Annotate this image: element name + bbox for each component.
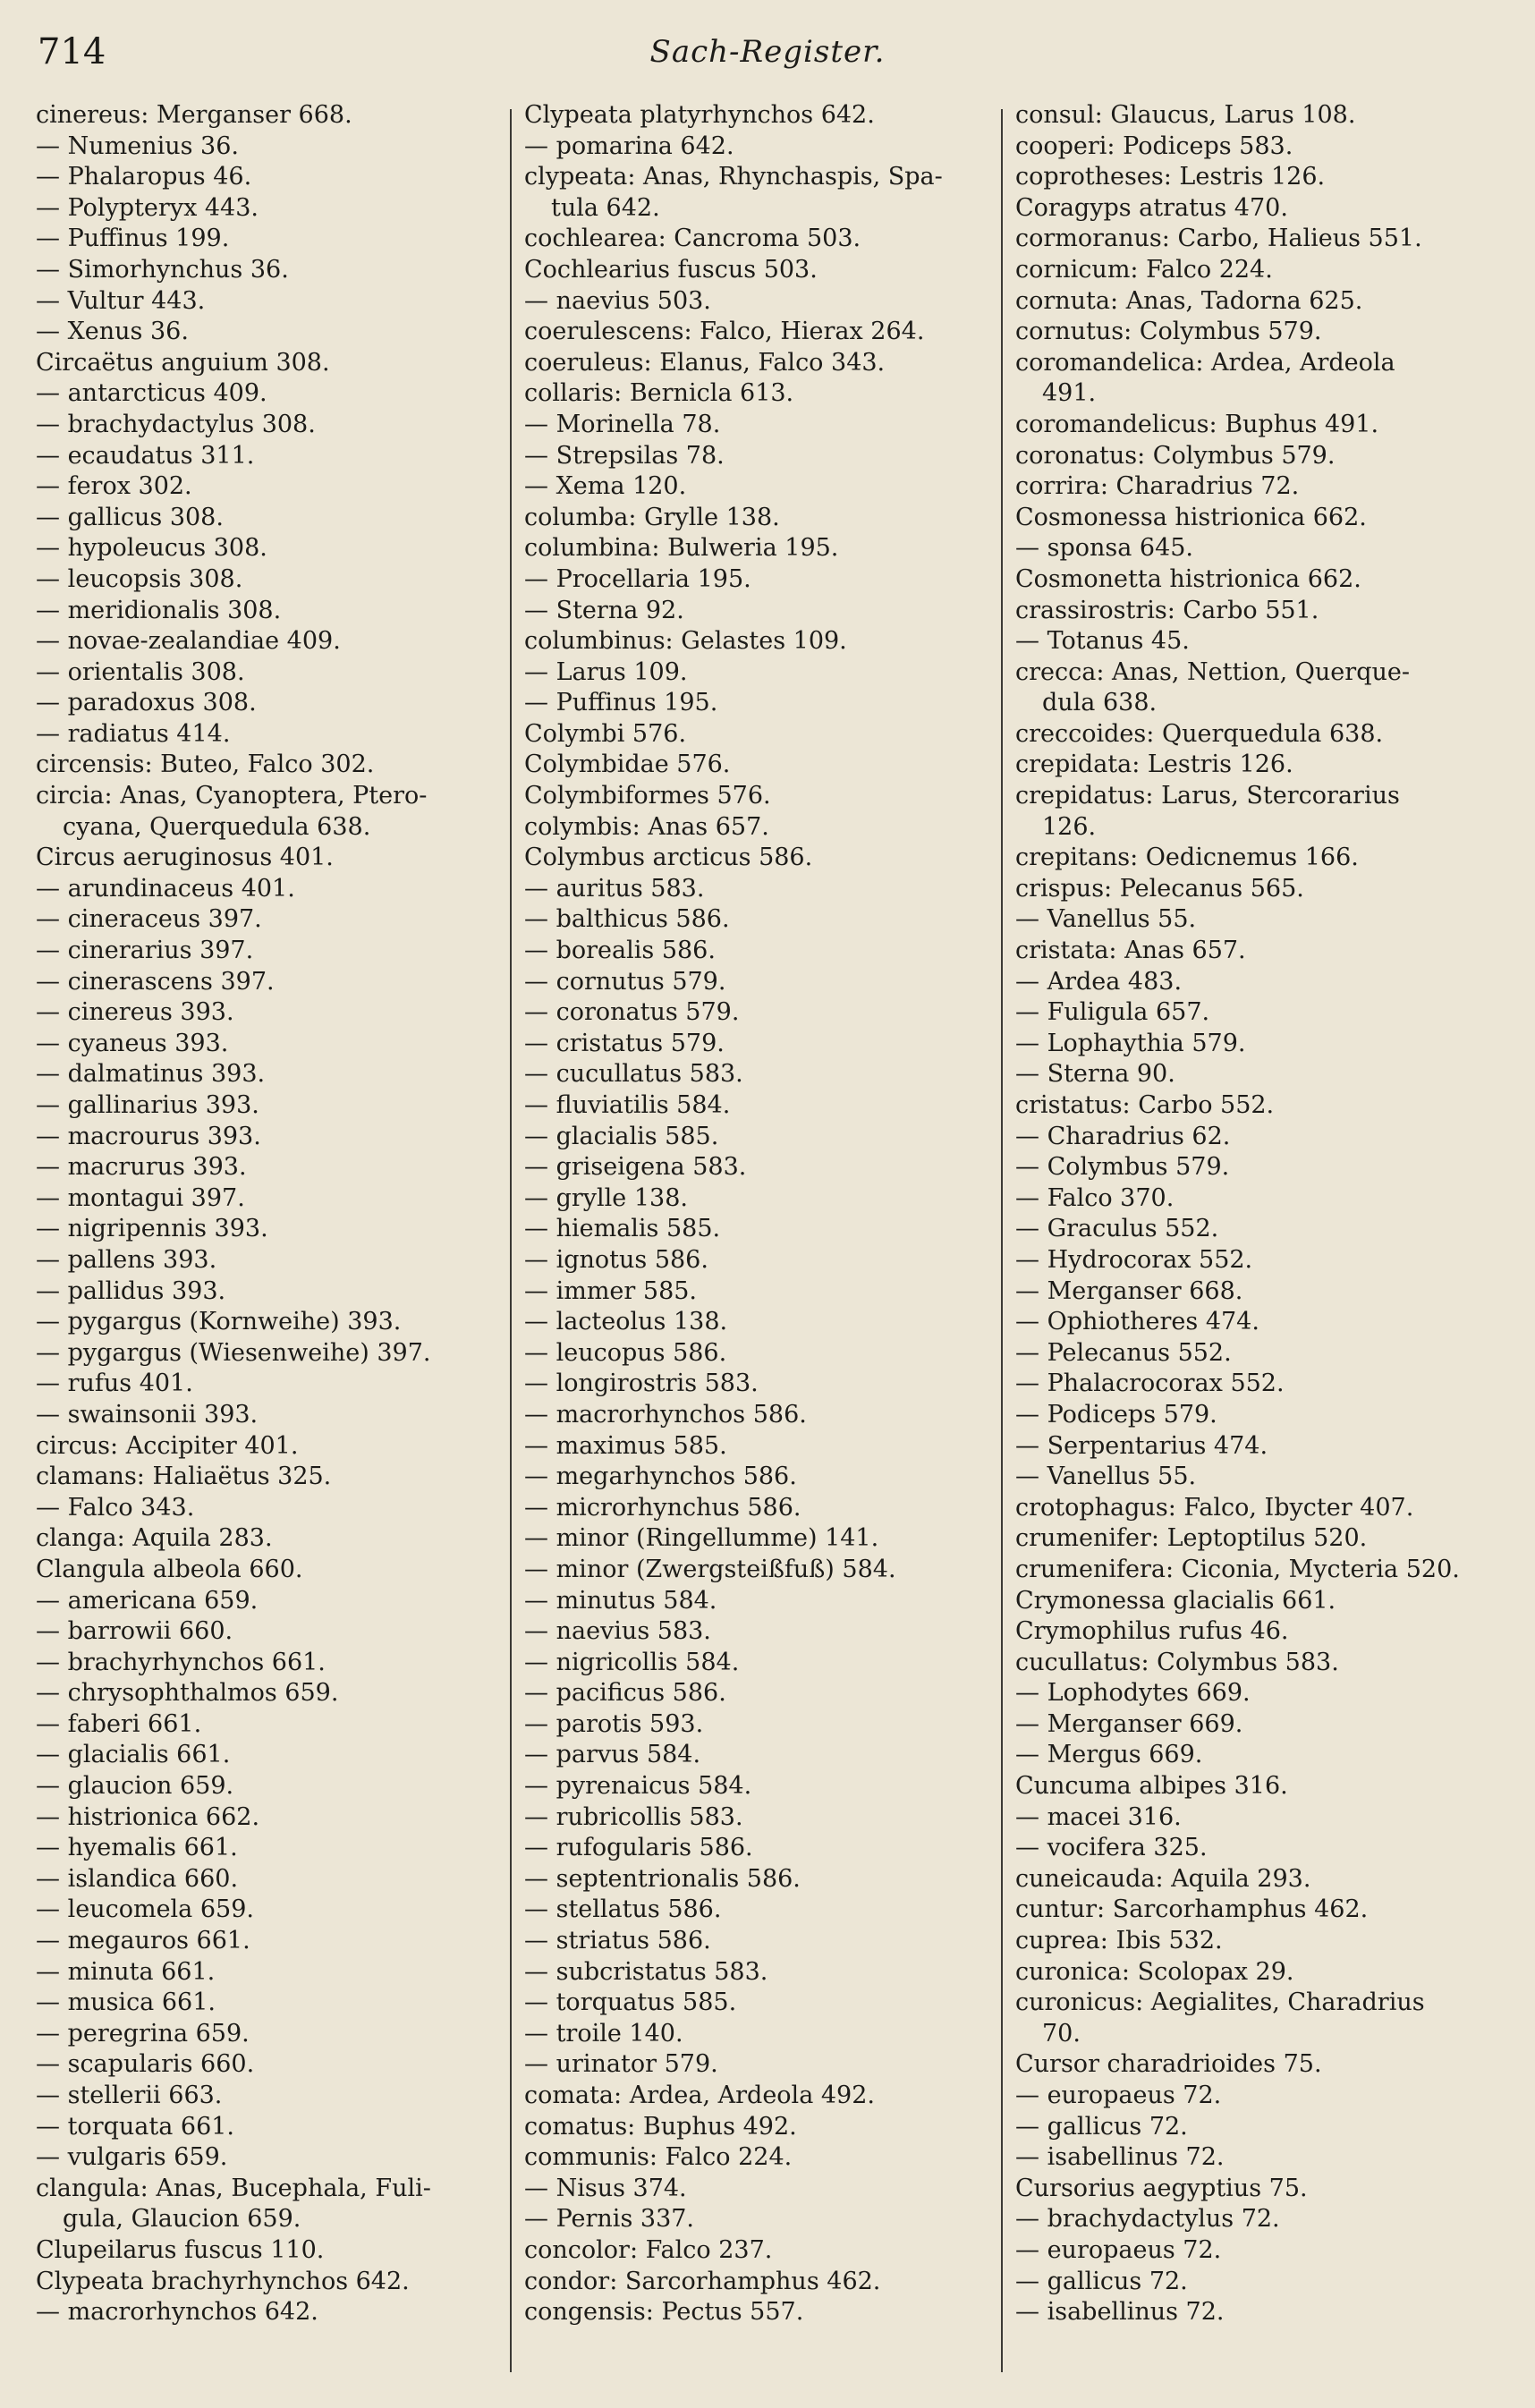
index-entry: Colymbiformes 576. (524, 782, 771, 810)
index-entry: cristata: Anas 657. (1015, 937, 1246, 965)
index-entry: crumenifer: Leptoptilus 520. (1015, 1524, 1368, 1553)
index-entry: Clypeata brachyrhynchos 642. (36, 2267, 410, 2295)
index-entry: clamans: Haliaëtus 325. (36, 1463, 332, 1491)
index-entry: crepidata: Lestris 126. (1015, 750, 1293, 779)
index-entry: — pacificus 586. (524, 1679, 726, 1708)
index-entry: — maximus 585. (524, 1431, 727, 1460)
index-entry: — brachydactylus 308. (36, 410, 316, 438)
index-entry: — naevius 503. (524, 286, 711, 315)
index-entry: — rubricollis 583. (524, 1802, 743, 1831)
index-entry: corrira: Charadrius 72. (1015, 472, 1300, 501)
index-entry: — cinereus 393. (36, 998, 234, 1027)
index-entry: collaris: Bernicla 613. (524, 379, 794, 408)
index-entry: — Merganser 668. (1015, 1276, 1243, 1305)
index-entry: — americana 659. (36, 1586, 259, 1615)
index-entry: — vocifera 325. (1015, 1834, 1208, 1862)
index-entry: — gallinarius 393. (36, 1091, 259, 1119)
index-entry: — longirostris 583. (524, 1369, 759, 1398)
index-entry: — urinator 579. (524, 2050, 718, 2079)
index-entry: — Sterna 90. (1015, 1060, 1175, 1089)
index-entry: — gallicus 72. (1015, 2112, 1188, 2141)
index-entry: — minuta 661. (36, 1957, 216, 1986)
index-entry: — Sterna 92. (524, 596, 684, 624)
index-entry: — Morinella 78. (524, 410, 721, 438)
index-entry: — striatus 586. (524, 1927, 711, 1955)
index-entry: — naevius 583. (524, 1617, 711, 1646)
index-entry: — cyaneus 393. (36, 1029, 229, 1057)
index-entry: condor: Sarcorhamphus 462. (524, 2267, 881, 2295)
index-entry: — Serpentarius 474. (1015, 1431, 1268, 1460)
index-entry: — radiatus 414. (36, 719, 231, 748)
index-entry: — glacialis 661. (36, 1741, 231, 1769)
index-entry: Cosmonetta histrionica 662. (1015, 564, 1361, 593)
index-entry: — Vultur 443. (36, 286, 206, 315)
index-entry: — peregrina 659. (36, 2019, 250, 2048)
index-entry: — gallicus 308. (36, 503, 224, 531)
index-entry: — vulgaris 659. (36, 2143, 228, 2172)
index-entry: — coronatus 579. (524, 998, 740, 1027)
index-entry: clanga: Aquila 283. (36, 1524, 273, 1553)
index-entry: — cornutus 579. (524, 967, 726, 996)
index-column-1 (36, 100, 510, 2328)
index-entry: Clypeata platyrhynchos 642. (524, 101, 875, 129)
index-entry: 126. (1042, 812, 1097, 841)
index-entry: — Mergus 669. (1015, 1741, 1203, 1769)
index-entry: — Colymbus 579. (1015, 1153, 1230, 1182)
index-entry: — subcristatus 583. (524, 1957, 768, 1986)
index-entry: — torquata 661. (36, 2112, 235, 2141)
index-entry: — macrourus 393. (36, 1122, 261, 1150)
index-entry: Colymbidae 576. (524, 750, 731, 779)
index-entry: — musica 661. (36, 1988, 216, 2017)
index-entry: — minor (Zwergsteißfuß) 584. (524, 1555, 896, 1583)
index-entry: — Falco 343. (36, 1493, 195, 1522)
index-entry: — cinerascens 397. (36, 967, 275, 996)
index-entry: cuneicauda: Aquila 293. (1015, 1864, 1311, 1893)
index-entry: congensis: Pectus 557. (524, 2298, 804, 2327)
index-entry: — parvus 584. (524, 1741, 701, 1769)
index-entry: curonicus: Aegialites, Charadrius (1015, 1988, 1425, 2017)
index-entry: — hyemalis 661. (36, 1834, 238, 1862)
index-entry: circus: Accipiter 401. (36, 1431, 299, 1460)
index-entry: — Ophiotheres 474. (1015, 1308, 1259, 1336)
index-entry: — Simorhynchus 36. (36, 255, 289, 284)
index-entry: — meridionalis 308. (36, 596, 282, 624)
index-entry: consul: Glaucus, Larus 108. (1015, 101, 1356, 129)
index-entry: — Strepsilas 78. (524, 441, 725, 470)
index-entry: — cinerarius 397. (36, 937, 254, 965)
index-entry: cristatus: Carbo 552. (1015, 1091, 1275, 1119)
index-entry: — isabellinus 72. (1015, 2143, 1225, 2172)
index-entry: — paradoxus 308. (36, 689, 257, 717)
index-entry: — macrurus 393. (36, 1153, 247, 1182)
index-entry: — grylle 138. (524, 1183, 688, 1212)
index-entry: — Charadrius 62. (1015, 1122, 1231, 1150)
index-entry: dula 638. (1042, 689, 1158, 717)
index-entry: cooperi: Podiceps 583. (1015, 131, 1293, 160)
index-entry: — glaucion 659. (36, 1772, 234, 1801)
index-entry: — faberi 661. (36, 1709, 202, 1738)
index-entry: Cursor charadrioides 75. (1015, 2050, 1322, 2079)
index-entry: — dalmatinus 393. (36, 1060, 266, 1089)
index-entry: gula, Glaucion 659. (63, 2205, 301, 2234)
index-entry: — ignotus 586. (524, 1245, 708, 1274)
column-divider (510, 109, 512, 2372)
index-entry: — lacteolus 138. (524, 1308, 728, 1336)
index-entry: coeruleus: Elanus, Falco 343. (524, 348, 886, 377)
index-entry: — parotis 593. (524, 1709, 704, 1738)
running-head: Sach-Register. (649, 34, 886, 70)
index-entry: — islandica 660. (36, 1864, 239, 1893)
index-entry: — rufus 401. (36, 1369, 193, 1398)
index-entry: coromandelica: Ardea, Ardeola (1015, 348, 1395, 377)
index-entry: — brachydactylus 72. (1015, 2205, 1280, 2234)
index-entry: — sponsa 645. (1015, 534, 1194, 563)
index-entry: — barrowii 660. (36, 1617, 233, 1646)
index-entry: — arundinaceus 401. (36, 874, 295, 903)
index-entry: — hiemalis 585. (524, 1215, 721, 1243)
index-entry: — balthicus 586. (524, 905, 730, 934)
index-entry: — antarcticus 409. (36, 379, 267, 408)
index-entry: — leucopsis 308. (36, 564, 243, 593)
index-entry: — torquatus 585. (524, 1988, 737, 2017)
index-entry: — scapularis 660. (36, 2050, 255, 2079)
index-entry: — Numenius 36. (36, 131, 239, 160)
index-entry: Cursorius aegyptius 75. (1015, 2174, 1308, 2202)
index-entry: cochlearea: Cancroma 503. (524, 225, 861, 253)
index-entry: cornicum: Falco 224. (1015, 255, 1273, 284)
index-entry: columbina: Bulweria 195. (524, 534, 839, 563)
index-entry: tula 642. (551, 193, 660, 222)
index-column-3 (1015, 100, 1516, 2328)
index-entry: — Lophaythia 579. (1015, 1029, 1246, 1057)
index-entry: cucullatus: Colymbus 583. (1015, 1648, 1339, 1676)
index-entry: — Xema 120. (524, 472, 687, 501)
index-entry: — Larus 109. (524, 657, 688, 686)
index-entry: crispus: Pelecanus 565. (1015, 874, 1304, 903)
index-entry: Circaëtus anguium 308. (36, 348, 330, 377)
index-entry: Cosmonessa histrionica 662. (1015, 503, 1367, 531)
index-entry: coromandelicus: Buphus 491. (1015, 410, 1379, 438)
index-entry: — Nisus 374. (524, 2174, 687, 2202)
index-entry: comata: Ardea, Ardeola 492. (524, 2082, 875, 2109)
index-columns (36, 100, 1503, 2390)
index-entry: 491. (1042, 379, 1097, 408)
index-entry: — Fuligula 657. (1015, 998, 1210, 1027)
index-entry: Cuncuma albipes 316. (1015, 1772, 1288, 1801)
index-entry: circensis: Buteo, Falco 302. (36, 750, 375, 779)
index-entry: — minutus 584. (524, 1586, 717, 1615)
index-entry: — leucomela 659. (36, 1895, 254, 1924)
index-entry: — glacialis 585. (524, 1122, 719, 1150)
index-entry: cornuta: Anas, Tadorna 625. (1015, 286, 1363, 315)
index-entry: — Phalacrocorax 552. (1015, 1369, 1285, 1398)
index-entry: coprotheses: Lestris 126. (1015, 163, 1326, 191)
index-entry: clypeata: Anas, Rhynchaspis, Spa- (524, 163, 943, 191)
index-entry: crumenifera: Ciconia, Mycteria 520. (1015, 1555, 1460, 1583)
page-number: 714 (38, 31, 106, 72)
index-entry: — gallicus 72. (1015, 2267, 1188, 2295)
index-entry: comatus: Buphus 492. (524, 2112, 797, 2141)
index-entry: — chrysophthalmos 659. (36, 1679, 339, 1708)
index-entry: — cristatus 579. (524, 1029, 725, 1057)
index-entry: — Vanellus 55. (1015, 905, 1197, 934)
index-entry: colymbis: Anas 657. (524, 812, 769, 841)
index-entry: — Xenus 36. (36, 318, 189, 346)
index-entry: columbinus: Gelastes 109. (524, 627, 847, 656)
index-entry: circia: Anas, Cyanoptera, Ptero- (36, 782, 428, 810)
column-divider (1001, 109, 1003, 2372)
index-entry: — Polypteryx 443. (36, 193, 259, 222)
index-entry: curonica: Scolopax 29. (1015, 1957, 1294, 1986)
index-entry: — megarhynchos 586. (524, 1463, 797, 1491)
index-entry: concolor: Falco 237. (524, 2235, 773, 2264)
index-column-2 (524, 100, 1007, 2328)
index-entry: — europaeus 72. (1015, 2235, 1222, 2264)
index-entry: — isabellinus 72. (1015, 2298, 1225, 2327)
index-entry: cuprea: Ibis 532. (1015, 1927, 1223, 1955)
index-entry: coerulescens: Falco, Hierax 264. (524, 318, 925, 346)
index-entry: — megauros 661. (36, 1927, 250, 1955)
index-entry: cinereus: Merganser 668. (36, 101, 352, 129)
index-entry: — stellerii 663. (36, 2082, 223, 2109)
index-entry: — hypoleucus 308. (36, 534, 267, 563)
index-entry: — cucullatus 583. (524, 1060, 743, 1089)
index-entry: — montagui 397. (36, 1183, 245, 1212)
index-entry: — auritus 583. (524, 874, 705, 903)
index-entry: Cochlearius fuscus 503. (524, 255, 818, 284)
index-entry: Clupeilarus fuscus 110. (36, 2235, 325, 2264)
index-entry: — microrhynchus 586. (524, 1493, 801, 1522)
index-entry: coronatus: Colymbus 579. (1015, 441, 1336, 470)
index-entry: — histrionica 662. (36, 1802, 260, 1831)
index-entry: — swainsonii 393. (36, 1400, 259, 1429)
index-entry: — minor (Ringellumme) 141. (524, 1524, 879, 1553)
index-entry: — macrorhynchos 642. (36, 2298, 318, 2327)
index-entry: — cineraceus 397. (36, 905, 262, 934)
index-entry: Colymbi 576. (524, 719, 687, 748)
index-entry: — Pernis 337. (524, 2205, 695, 2234)
index-entry: — troile 140. (524, 2019, 683, 2048)
index-entry: — pallidus 393. (36, 1276, 226, 1305)
index-entry: — Procellaria 195. (524, 564, 751, 593)
index-entry: Crymonessa glacialis 661. (1015, 1586, 1336, 1615)
index-entry: — Pelecanus 552. (1015, 1338, 1232, 1367)
index-entry: — rufogularis 586. (524, 1834, 753, 1862)
index-entry: — Falco 370. (1015, 1183, 1175, 1212)
index-entry: — orientalis 308. (36, 657, 245, 686)
index-entry: — Lophodytes 669. (1015, 1679, 1251, 1708)
index-entry: — nigricollis 584. (524, 1648, 740, 1676)
index-entry: Colymbus arcticus 586. (524, 844, 813, 872)
index-entry: — fluviatilis 584. (524, 1091, 731, 1119)
index-entry: — brachyrhynchos 661. (36, 1648, 326, 1676)
index-entry: creccoides: Querquedula 638. (1015, 719, 1384, 748)
index-entry: — pomarina 642. (524, 131, 734, 160)
index-entry: — borealis 586. (524, 937, 716, 965)
index-entry: — septentrionalis 586. (524, 1864, 801, 1893)
index-entry: Coragyps atratus 470. (1015, 193, 1288, 222)
index-entry: — europaeus 72. (1015, 2082, 1222, 2109)
index-entry: — Graculus 552. (1015, 1215, 1219, 1243)
index-entry: cyana, Querquedula 638. (63, 812, 371, 841)
index-entry: — stellatus 586. (524, 1895, 722, 1924)
index-entry: 70. (1042, 2019, 1081, 2048)
index-entry: — Merganser 669. (1015, 1709, 1243, 1738)
index-entry: — ecaudatus 311. (36, 441, 255, 470)
index-entry: — Vanellus 55. (1015, 1463, 1197, 1491)
index-entry: cuntur: Sarcorhamphus 462. (1015, 1895, 1369, 1924)
index-entry: — Puffinus 195. (524, 689, 718, 717)
index-entry: communis: Falco 224. (524, 2143, 793, 2172)
index-entry: — macrorhynchos 586. (524, 1400, 807, 1429)
index-entry: cormoranus: Carbo, Halieus 551. (1015, 225, 1422, 253)
index-entry: — Ardea 483. (1015, 967, 1183, 996)
index-entry: — pyrenaicus 584. (524, 1772, 752, 1801)
index-entry: — pallens 393. (36, 1245, 217, 1274)
index-entry: crepidatus: Larus, Stercorarius (1015, 782, 1400, 810)
index-entry: crecca: Anas, Nettion, Querque- (1015, 657, 1410, 686)
index-entry: crassirostris: Carbo 551. (1015, 596, 1319, 624)
index-entry: — macei 316. (1015, 1802, 1182, 1831)
index-entry: — Hydrocorax 552. (1015, 1245, 1253, 1274)
index-entry: — pygargus (Kornweihe) 393. (36, 1308, 402, 1336)
index-entry: Clangula albeola 660. (36, 1555, 303, 1583)
index-entry: — ferox 302. (36, 472, 192, 501)
index-entry: — pygargus (Wiesenweihe) 397. (36, 1338, 431, 1367)
index-entry: cornutus: Colymbus 579. (1015, 318, 1322, 346)
index-entry: columba: Grylle 138. (524, 503, 780, 531)
index-entry: — leucopus 586. (524, 1338, 727, 1367)
index-entry: — novae-zealandiae 409. (36, 627, 341, 656)
index-entry: — Podiceps 579. (1015, 1400, 1217, 1429)
index-entry: crotophagus: Falco, Ibycter 407. (1015, 1493, 1414, 1522)
index-entry: — griseigena 583. (524, 1153, 747, 1182)
index-entry: — immer 585. (524, 1276, 698, 1305)
index-entry: clangula: Anas, Bucephala, Fuli- (36, 2174, 431, 2202)
index-entry: Crymophilus rufus 46. (1015, 1617, 1289, 1646)
index-entry: — Phalaropus 46. (36, 163, 252, 191)
index-entry: — nigripennis 393. (36, 1215, 268, 1243)
index-entry: — Totanus 45. (1015, 627, 1190, 656)
index-entry: Circus aeruginosus 401. (36, 844, 334, 872)
index-entry: crepitans: Oedicnemus 166. (1015, 844, 1359, 872)
index-entry: — Puffinus 199. (36, 225, 230, 253)
